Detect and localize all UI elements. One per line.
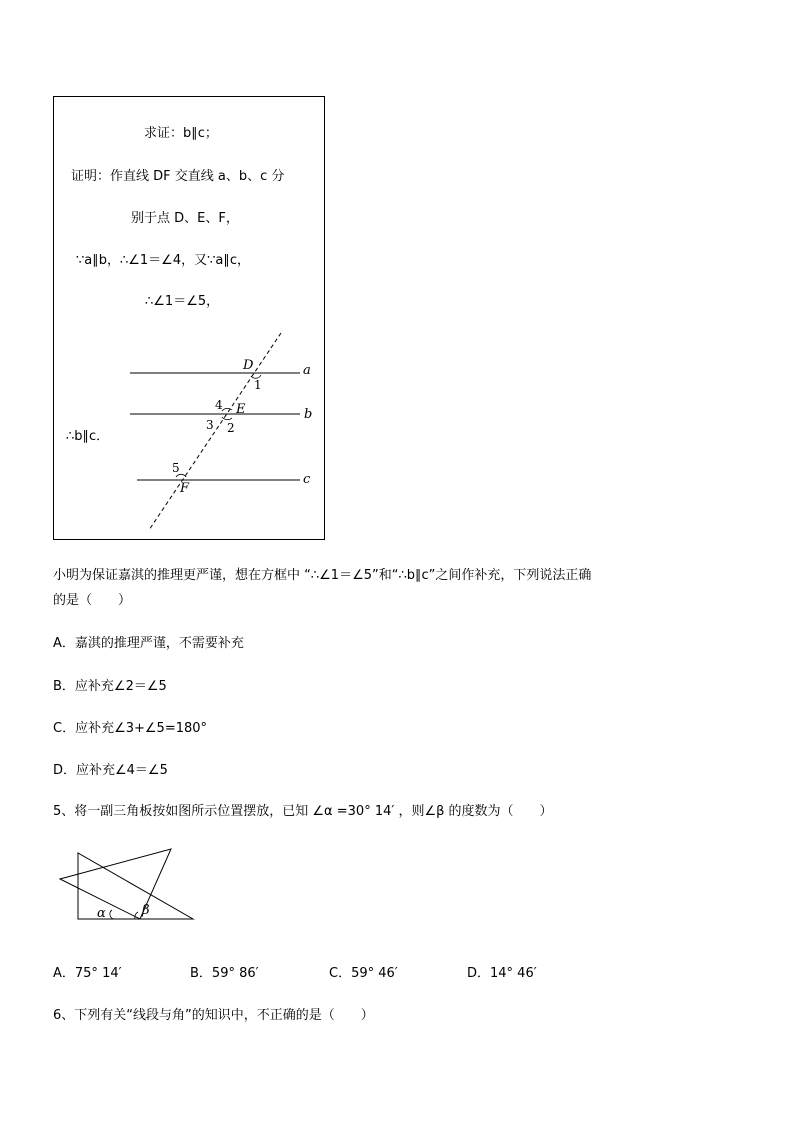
line-a-label: a [303,363,311,378]
proof-line-5: ∴∠1＝∠5， [145,294,220,309]
angle-4-label: 4 [215,398,223,412]
angle-3-arc [222,417,232,420]
alpha-arc [110,910,114,919]
angle-5-label: 5 [172,461,180,475]
question4-option-a: A．嘉淇的推理严谨，不需要补充 [53,636,244,651]
question4-stem-line2: 的是（ ） [53,593,132,608]
triangle-45 [78,853,193,919]
question5-option-a: A．75° 14′ [53,966,122,981]
triangle-30-60 [60,849,171,919]
question4-option-c: C．应补充∠3+∠5=180° [53,721,208,736]
transversal-df [149,333,281,530]
proof-line-1: 求证：b∥c； [144,126,218,141]
angle-3-label: 3 [206,418,214,432]
proof-conclusion: ∴b∥c． [66,429,110,444]
angle-2-label: 2 [227,421,235,435]
point-e-label: E [236,402,246,417]
point-d-label: D [243,358,254,373]
proof-line-3: 别于点 D、E、F， [131,211,239,226]
question5-option-d: D．14° 46′ [467,966,537,981]
parallel-lines-figure [120,328,325,533]
proof-line-4: ∵a∥b，∴∠1＝∠4，又∵a∥c， [76,253,250,268]
question4-option-d: D．应补充∠4＝∠5 [53,763,168,778]
alpha-label: α [97,906,106,921]
question5-stem: 5、将一副三角板按如图所示位置摆放，已知 ∠α =30° 14′ ，则∠β 的度数为（ ） [53,804,553,819]
angle-1-label: 1 [254,378,262,392]
line-b-label: b [304,407,313,422]
set-squares-figure [55,845,200,925]
question4-stem-line1: 小明为保证嘉淇的推理更严谨，想在方框中 “∴∠1＝∠5”和“∴b∥c”之间作补充，下列说法正确 [53,568,592,583]
question5-option-c: C．59° 46′ [329,966,398,981]
proof-line-2: 证明：作直线 DF 交直线 a、b、c 分 [71,169,285,184]
question4-option-b: B．应补充∠2＝∠5 [53,679,167,694]
question5-option-b: B．59° 86′ [190,966,259,981]
angle-4-arc [222,408,232,411]
point-f-label: F [180,481,190,496]
beta-label: β [142,903,150,918]
question6-stem: 6、下列有关“线段与角”的知识中，不正确的是（ ） [53,1008,374,1023]
line-c-label: c [303,472,311,487]
